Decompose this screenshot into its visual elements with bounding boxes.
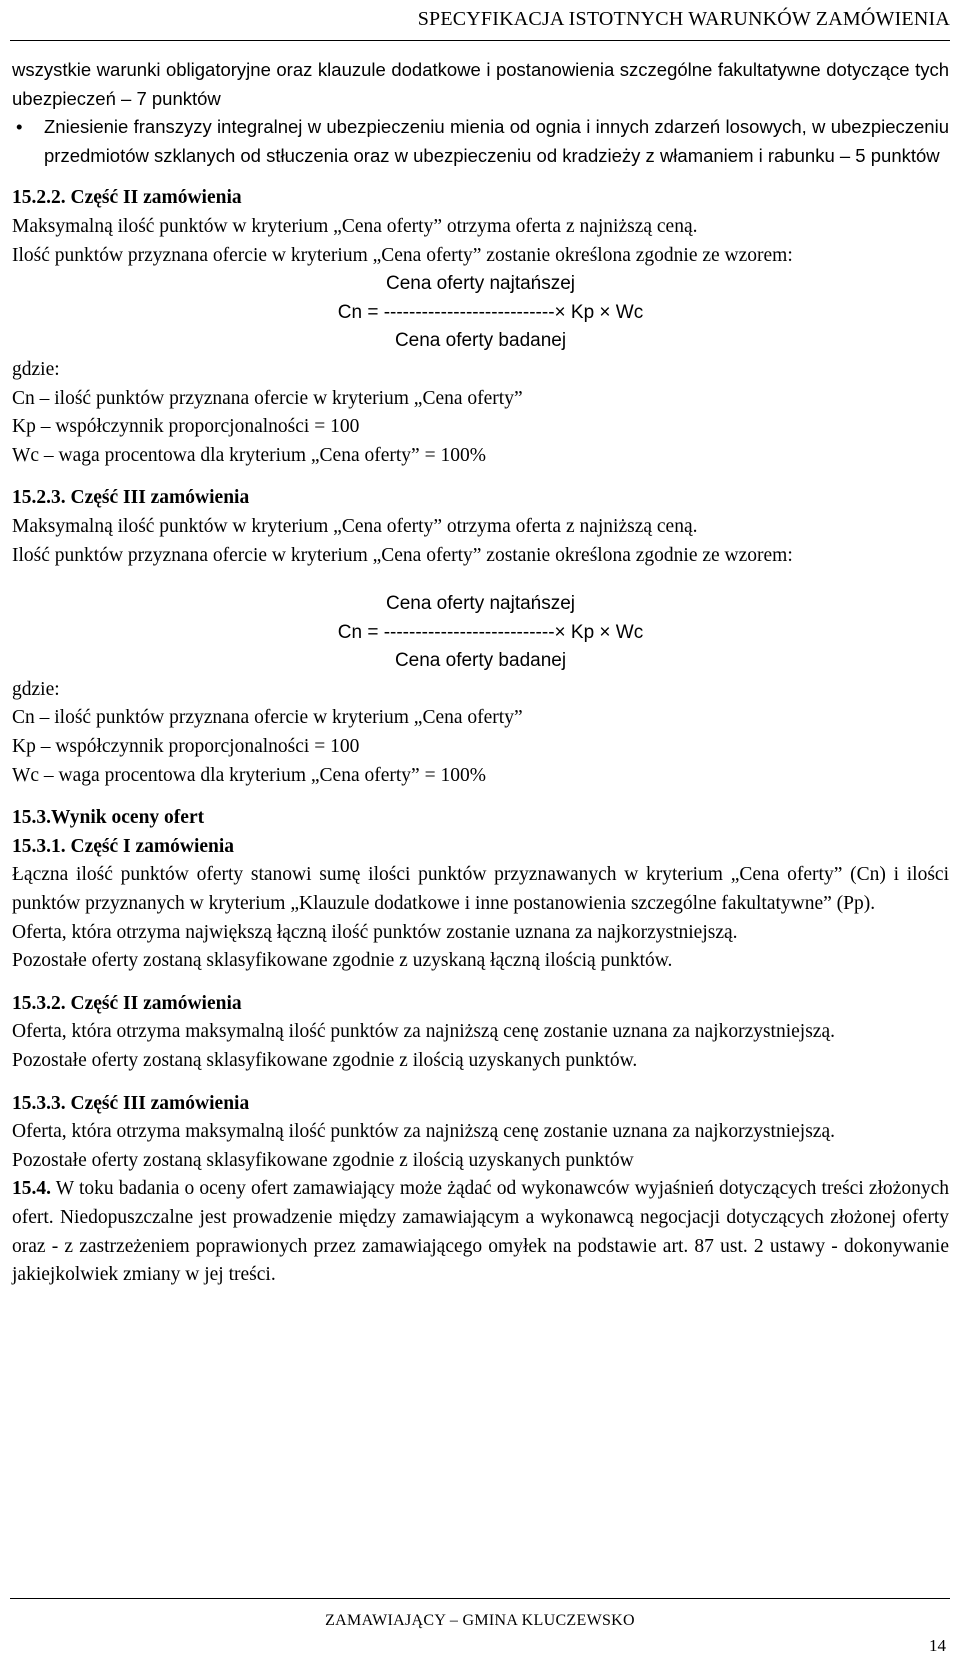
paragraph: Ilość punktów przyznana ofercie w kryterium „Cena oferty” zostanie określona zgodnie ze wzorem: <box>12 544 793 566</box>
formula-denominator: Cena oferty badanej <box>394 650 567 672</box>
definition-line: Kp – współczynnik proporcjonalności = 100 <box>12 736 360 758</box>
section-number-15-4: 15.4. <box>12 1178 51 1200</box>
section-heading-15-3-2: 15.3.2. Część II zamówienia <box>12 992 242 1014</box>
header-title: SPECYFIKACJA ISTOTNYCH WARUNKÓW ZAMÓWIENIA <box>417 8 950 30</box>
section-heading-15-3: 15.3.Wynik oceny ofert <box>12 807 205 829</box>
formula <box>12 590 949 676</box>
paragraph: Ilość punktów przyznana ofercie w kryterium „Cena oferty” zostanie określona zgodnie ze wzorem: <box>12 244 793 266</box>
formula-expression: Cn = ---------------------------× Kp × Wc <box>337 621 644 643</box>
section-heading-15-3-1: 15.3.1. Część I zamówienia <box>12 835 235 857</box>
definition-line: Wc – waga procentowa dla kryterium „Cena oferty” = 100% <box>12 444 486 466</box>
where-label: gdzie: <box>12 358 60 380</box>
intro-paragraph: wszystkie warunki obligatoryjne oraz klauzule dodatkowe i postanowienia szczególne fakultatywne dotyczące tych ubezpieczeń – 7 punktów <box>12 59 949 109</box>
page-header <box>10 6 950 41</box>
section-heading-15-2-3: 15.2.3. Część III zamówienia <box>12 487 250 509</box>
paragraph: Maksymalną ilość punktów w kryterium „Cena oferty” otrzyma oferta z najniższą ceną. <box>12 215 698 237</box>
paragraph: Oferta, która otrzyma maksymalną ilość punktów za najniższą cenę zostanie uznana za najkorzystniejszą. <box>12 1121 835 1143</box>
paragraph: Pozostałe oferty zostaną sklasyfikowane zgodnie z uzyskaną łączną ilością punktów. <box>12 950 673 972</box>
document-body <box>12 56 949 1290</box>
definition-line: Wc – waga procentowa dla kryterium „Cena oferty” = 100% <box>12 764 486 786</box>
bullet-item <box>12 113 949 170</box>
definition-line: Cn – ilość punktów przyznana ofercie w kryterium „Cena oferty” <box>12 387 523 409</box>
footer-rule <box>10 1598 950 1599</box>
formula <box>12 270 949 356</box>
paragraph: Oferta, która otrzyma maksymalną ilość punktów za najniższą cenę zostanie uznana za najkorzystniejszą. <box>12 1021 835 1043</box>
definition-line: Cn – ilość punktów przyznana ofercie w kryterium „Cena oferty” <box>12 707 523 729</box>
page-number: 14 <box>929 1636 946 1655</box>
section-15-4-text: W toku badania o oceny ofert zamawiający może żądać od wykonawców wyjaśnień dotyczących treści złożonych ofert. Niedopuszczalne jest prowadzenie między zamawiającym a wykonawcą negocjacji dotyczących złożonej oferty oraz - z zastrzeżeniem poprawionych przez zamawiającego omyłek na podstawie art. 87 ust. 2 ustawy - dokonywanie jakiejkolwiek zmiany w jej treści. <box>12 1178 949 1286</box>
bullet-text: Zniesienie franszyzy integralnej w ubezpieczeniu mienia od ognia i innych zdarzeń losowych, w ubezpieczeniu przedmiotów szklanych od stłuczenia oraz w ubezpieczeniu od kradzieży z włamaniem i rabunku – 5 punktów <box>44 116 949 166</box>
section-15-4-paragraph <box>12 1175 949 1289</box>
formula-denominator: Cena oferty badanej <box>394 330 567 352</box>
footer-text: ZAMAWIAJĄCY – GMINA KLUCZEWSKO <box>325 1612 635 1629</box>
paragraph: Maksymalną ilość punktów w kryterium „Cena oferty” otrzyma oferta z najniższą ceną. <box>12 515 698 537</box>
formula-expression: Cn = ---------------------------× Kp × Wc <box>337 301 644 323</box>
where-label: gdzie: <box>12 678 60 700</box>
section-heading-15-2-2: 15.2.2. Część II zamówienia <box>12 187 242 209</box>
section-heading-15-3-3: 15.3.3. Część III zamówienia <box>12 1092 250 1114</box>
paragraph: Oferta, która otrzyma największą łączną ilość punktów zostanie uznana za najkorzystniejszą. <box>12 921 738 943</box>
paragraph: Pozostałe oferty zostaną sklasyfikowane zgodnie z ilością uzyskanych punktów. <box>12 1050 638 1071</box>
formula-numerator: Cena oferty najtańszej <box>385 593 576 615</box>
paragraph: Pozostałe oferty zostaną sklasyfikowane zgodnie z ilością uzyskanych punktów <box>12 1149 634 1171</box>
paragraph: Łączna ilość punktów oferty stanowi sumę ilości punktów przyznawanych w kryterium „Cena oferty” (Cn) i ilości punktów przyznanych w kryterium „Klauzule dodatkowe i inne postanowienia szczególne fakultatywne” (Pp). <box>12 864 949 915</box>
definition-line: Kp – współczynnik proporcjonalności = 100 <box>12 416 360 438</box>
formula-numerator: Cena oferty najtańszej <box>385 273 576 295</box>
bullet-icon: • <box>16 116 23 138</box>
